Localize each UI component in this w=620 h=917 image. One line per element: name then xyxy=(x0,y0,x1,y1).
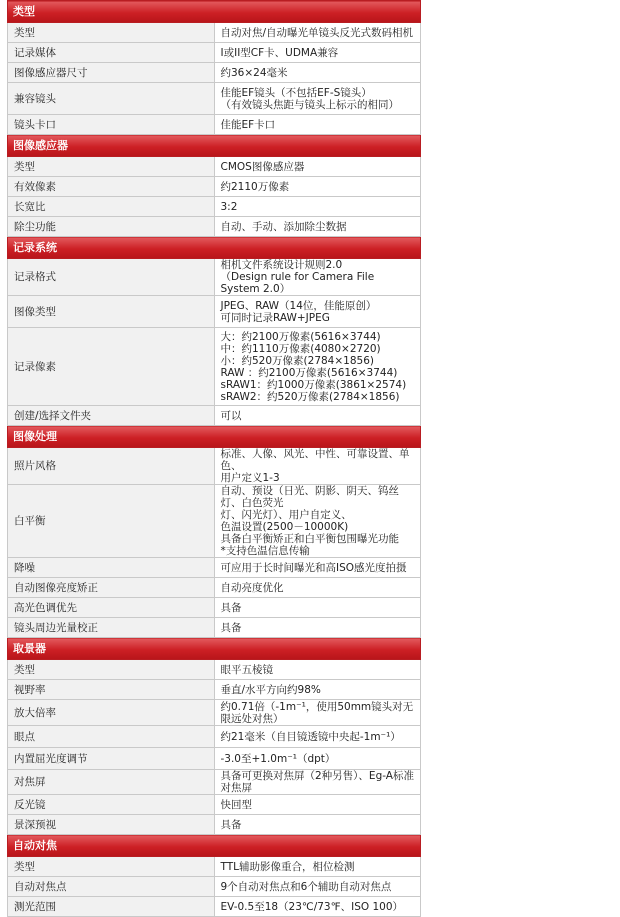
spec-value: 9个自动对焦点和6个辅助自动对焦点 xyxy=(214,877,421,897)
spec-value: 快回型 xyxy=(214,795,421,815)
spec-value: 标准、人像、风光、中性、可靠设置、单色、 用户定义1-3 xyxy=(214,448,421,485)
spec-row xyxy=(8,618,421,638)
spec-label: 内置屈光度调节 xyxy=(8,748,215,770)
spec-row xyxy=(8,770,421,795)
section-header xyxy=(8,237,421,259)
spec-value: 大：约2100万像素(5616×3744) 中：约1110万像素(4080×2720) 小：约520万像素(2784×1856) RAW ：约2100万像素(5616×3744) sRAW1：约1000万像素(3861×2574) sRAW2：约520万像素(2784×1856) xyxy=(214,328,421,406)
spec-row xyxy=(8,726,421,748)
spec-row xyxy=(8,815,421,835)
spec-row xyxy=(8,83,421,115)
spec-value: I或II型CF卡、UDMA兼容 xyxy=(214,43,421,63)
section-title: 类型 xyxy=(8,1,421,23)
spec-label: 眼点 xyxy=(8,726,215,748)
spec-label: 记录像素 xyxy=(8,328,215,406)
spec-label: 照片风格 xyxy=(8,448,215,485)
spec-row xyxy=(8,328,421,406)
spec-row xyxy=(8,485,421,558)
spec-row xyxy=(8,157,421,177)
spec-row xyxy=(8,700,421,726)
section-title: 图像处理 xyxy=(8,426,421,448)
spec-label: 记录格式 xyxy=(8,259,215,296)
spec-value: 具备 xyxy=(214,618,421,638)
spec-label: 图像类型 xyxy=(8,296,215,328)
spec-value: 自动对焦/自动曝光单镜头反光式数码相机 xyxy=(214,23,421,43)
spec-row xyxy=(8,680,421,700)
spec-row xyxy=(8,43,421,63)
spec-value: 具备 xyxy=(214,815,421,835)
spec-table xyxy=(7,0,421,917)
spec-value: 约21毫米（自目镜透镜中央起-1m⁻¹） xyxy=(214,726,421,748)
spec-value: EV-0.5至18（23℃/73℉、ISO 100） xyxy=(214,897,421,917)
spec-label: 视野率 xyxy=(8,680,215,700)
spec-value: 可应用于长时间曝光和高ISO感光度拍摄 xyxy=(214,558,421,578)
section-title: 图像感应器 xyxy=(8,135,421,157)
spec-row xyxy=(8,259,421,296)
spec-value: 约36×24毫米 xyxy=(214,63,421,83)
spec-label: 测光范围 xyxy=(8,897,215,917)
spec-row xyxy=(8,177,421,197)
spec-row xyxy=(8,558,421,578)
spec-row xyxy=(8,660,421,680)
spec-label: 兼容镜头 xyxy=(8,83,215,115)
spec-value: 佳能EF卡口 xyxy=(214,115,421,135)
spec-label: 有效像素 xyxy=(8,177,215,197)
spec-row xyxy=(8,217,421,237)
spec-label: 图像感应器尺寸 xyxy=(8,63,215,83)
spec-row xyxy=(8,406,421,426)
section-header xyxy=(8,135,421,157)
section-header xyxy=(8,426,421,448)
spec-row xyxy=(8,578,421,598)
spec-label: 类型 xyxy=(8,157,215,177)
spec-label: 反光镜 xyxy=(8,795,215,815)
spec-label: 白平衡 xyxy=(8,485,215,558)
spec-label: 类型 xyxy=(8,23,215,43)
spec-value: CMOS图像感应器 xyxy=(214,157,421,177)
spec-row xyxy=(8,115,421,135)
section-header xyxy=(8,1,421,23)
spec-value: 眼平五棱镜 xyxy=(214,660,421,680)
spec-value: 自动、手动、添加除尘数据 xyxy=(214,217,421,237)
spec-value: 相机文件系统设计规则2.0 （Design rule for Camera File System 2.0） xyxy=(214,259,421,296)
spec-row xyxy=(8,857,421,877)
spec-value: 具备 xyxy=(214,598,421,618)
spec-label: 放大倍率 xyxy=(8,700,215,726)
spec-row xyxy=(8,63,421,83)
spec-label: 降噪 xyxy=(8,558,215,578)
spec-sheet xyxy=(7,0,421,917)
spec-label: 自动图像亮度矫正 xyxy=(8,578,215,598)
spec-label: 镜头周边光量校正 xyxy=(8,618,215,638)
spec-value: 约0.71倍（-1m⁻¹，使用50mm镜头对无限远处对焦） xyxy=(214,700,421,726)
spec-label: 类型 xyxy=(8,660,215,680)
spec-label: 创建/选择文件夹 xyxy=(8,406,215,426)
section-header xyxy=(8,638,421,660)
spec-row xyxy=(8,448,421,485)
section-header xyxy=(8,835,421,857)
spec-label: 镜头卡口 xyxy=(8,115,215,135)
spec-row xyxy=(8,748,421,770)
spec-label: 记录媒体 xyxy=(8,43,215,63)
spec-row xyxy=(8,877,421,897)
spec-value: -3.0至+1.0m⁻¹（dpt） xyxy=(214,748,421,770)
spec-row xyxy=(8,23,421,43)
spec-row xyxy=(8,197,421,217)
spec-value: 可以 xyxy=(214,406,421,426)
section-title: 取景器 xyxy=(8,638,421,660)
spec-label: 长宽比 xyxy=(8,197,215,217)
spec-row xyxy=(8,598,421,618)
section-title: 自动对焦 xyxy=(8,835,421,857)
spec-value: TTL辅助影像重合，相位检测 xyxy=(214,857,421,877)
spec-value: 3:2 xyxy=(214,197,421,217)
spec-value: 自动、预设（日光、阴影、阴天、钨丝灯、白色荧光 灯、闪光灯）、用户自定义、 色温设置(2500－10000K) 具备白平衡矫正和白平衡包围曝光功能 *支持色温信息传输 xyxy=(214,485,421,558)
spec-value: 约2110万像素 xyxy=(214,177,421,197)
spec-value: 垂直/水平方向约98% xyxy=(214,680,421,700)
spec-label: 景深预视 xyxy=(8,815,215,835)
spec-label: 除尘功能 xyxy=(8,217,215,237)
spec-value: 具备可更换对焦屏（2种另售）、Eg-A标准对焦屏 xyxy=(214,770,421,795)
spec-row xyxy=(8,296,421,328)
spec-value: 自动亮度优化 xyxy=(214,578,421,598)
spec-label: 高光色调优先 xyxy=(8,598,215,618)
spec-label: 自动对焦点 xyxy=(8,877,215,897)
spec-row xyxy=(8,795,421,815)
spec-label: 对焦屏 xyxy=(8,770,215,795)
spec-value: 佳能EF镜头（不包括EF-S镜头） （有效镜头焦距与镜头上标示的相同） xyxy=(214,83,421,115)
section-title: 记录系统 xyxy=(8,237,421,259)
spec-value: JPEG、RAW（14位，佳能原创） 可同时记录RAW+JPEG xyxy=(214,296,421,328)
spec-label: 类型 xyxy=(8,857,215,877)
